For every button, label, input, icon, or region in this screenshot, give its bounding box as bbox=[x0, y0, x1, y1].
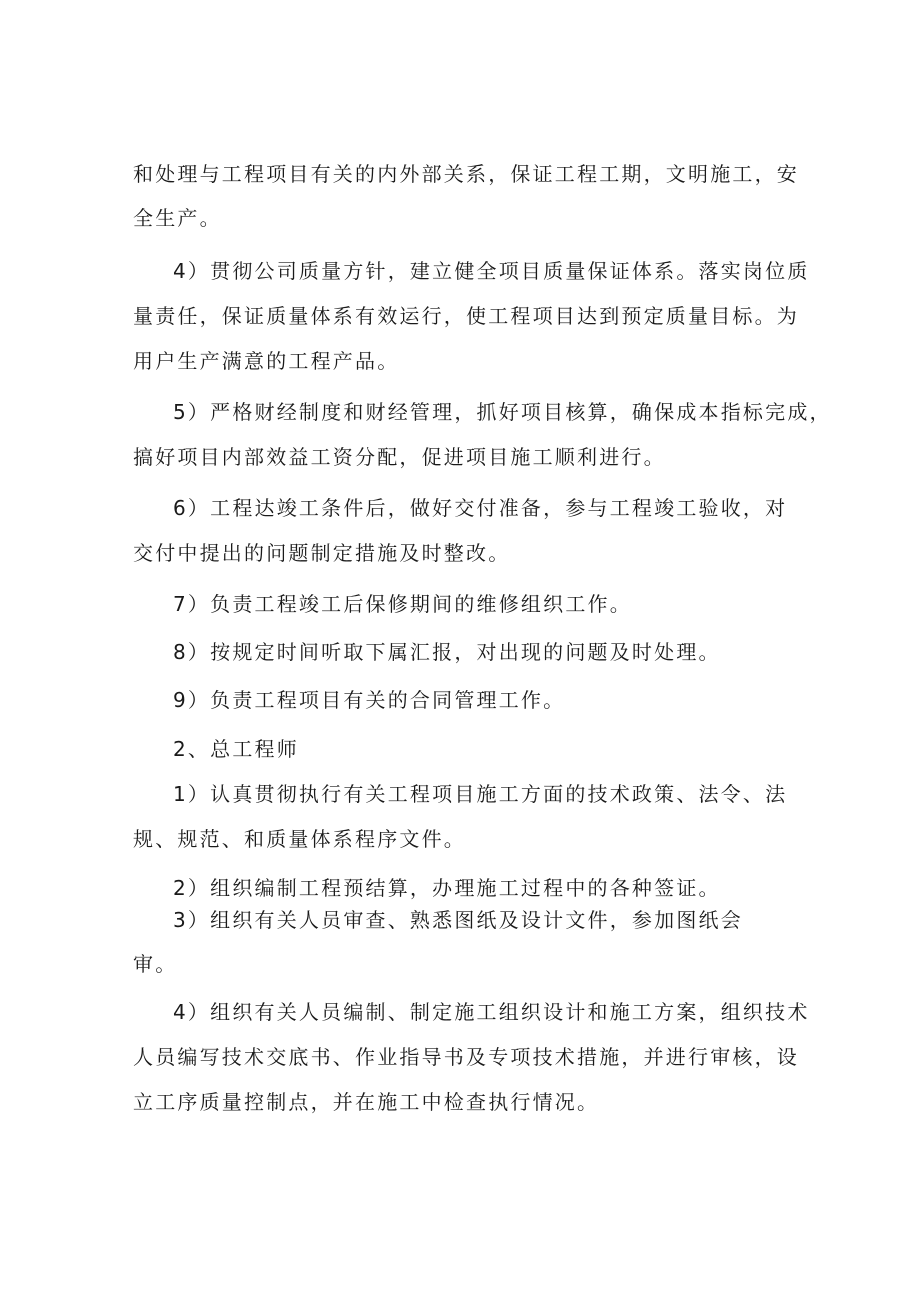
text-line: 9）负责工程项目有关的合同管理工作。 bbox=[173, 688, 566, 712]
text-line: 量责任，保证质量体系有效运行，使工程项目达到预定质量目标。为 bbox=[133, 304, 799, 328]
text-line: 4）贯彻公司质量方针，建立健全项目质量保证体系。落实岗位质 bbox=[173, 259, 810, 283]
text-line: 审。 bbox=[133, 952, 178, 976]
text-line: 立工序质量控制点，并在施工中检查执行情况。 bbox=[133, 1090, 600, 1114]
text-line: 4）组织有关人员编制、制定施工组织设计和施工方案，组织技术 bbox=[173, 1000, 810, 1024]
text-line: 3）组织有关人员审查、熟悉图纸及设计文件，参加图纸会 bbox=[173, 908, 743, 932]
text-line: 全生产。 bbox=[133, 206, 222, 230]
text-line: 规、规范、和质量体系程序文件。 bbox=[133, 827, 466, 851]
text-line: 1）认真贯彻执行有关工程项目施工方面的技术政策、法令、法 bbox=[173, 782, 788, 806]
text-line: 和处理与工程项目有关的内外部关系，保证工程工期，文明施工，安 bbox=[133, 162, 799, 186]
text-line: 7）负责工程竣工后保修期间的维修组织工作。 bbox=[173, 592, 632, 616]
text-line: 交付中提出的问题制定措施及时整改。 bbox=[133, 541, 511, 565]
text-line: 5）严格财经制度和财经管理，抓好项目核算，确保成本指标完成， bbox=[173, 400, 832, 424]
text-line: 2）组织编制工程预结算，办理施工过程中的各种签证。 bbox=[173, 876, 721, 900]
text-line: 人员编写技术交底书、作业指导书及专项技术措施，并进行审核，设 bbox=[133, 1045, 799, 1069]
text-line: 搞好项目内部效益工资分配，促进项目施工顺利进行。 bbox=[133, 445, 666, 469]
section-heading: 2、总工程师 bbox=[173, 737, 299, 761]
text-line: 用户生产满意的工程产品。 bbox=[133, 349, 400, 373]
text-line: 8）按规定时间听取下属汇报，对出现的问题及时处理。 bbox=[173, 640, 721, 664]
text-line: 6）工程达竣工条件后，做好交付准备，参与工程竣工验收，对 bbox=[173, 496, 788, 520]
